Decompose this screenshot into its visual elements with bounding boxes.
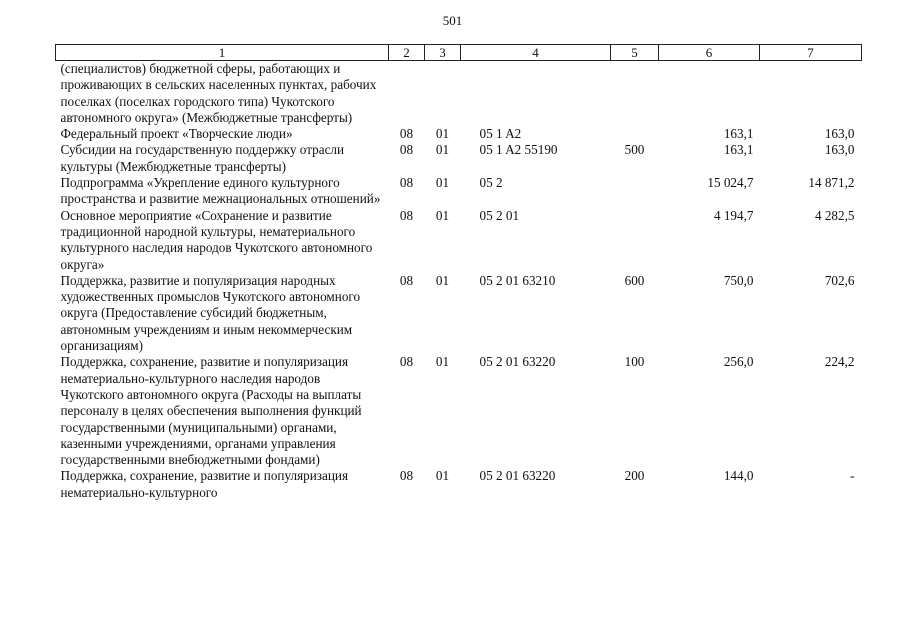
row-subsection — [425, 61, 461, 127]
row-amount-col7: - — [850, 468, 855, 484]
row-amount-col7 — [760, 61, 862, 127]
row-section — [389, 61, 425, 127]
row-section: 08 — [399, 126, 414, 142]
row-target-code: 05 2 01 63220 — [479, 354, 556, 370]
row-amount-col6: 4 194,7 — [713, 207, 754, 223]
row-section: 08 — [399, 272, 414, 288]
row-name: Субсидии на государственную поддержку отрасли культуры (Межбюджетные трансферты) — [60, 142, 345, 174]
row-target-code: 05 1 A2 — [479, 126, 522, 142]
row-name: Основное мероприятие «Сохранение и развитие традиционной народной культуры, нематериального культурного наследия народов Чукотского автономного округа» — [60, 207, 373, 272]
row-subsection: 01 — [435, 175, 450, 191]
row-target-code — [461, 61, 611, 127]
row-amount-col6: 163,1 — [723, 142, 754, 158]
table-row — [56, 61, 862, 127]
row-amount-col7: 702,6 — [824, 272, 855, 288]
row-expense-type — [611, 126, 659, 142]
row-target-code: 05 2 — [479, 175, 503, 191]
table-row — [56, 126, 862, 142]
table-header — [56, 45, 862, 61]
row-amount-col7: 224,2 — [824, 354, 855, 370]
row-amount-col6: 256,0 — [723, 354, 754, 370]
column-header-4: 4 — [461, 45, 611, 61]
row-name: Поддержка, сохранение, развитие и популяризация нематериально-культурного — [60, 468, 349, 500]
row-expense-type — [611, 175, 659, 208]
row-subsection: 01 — [435, 468, 450, 484]
row-amount-col7: 4 282,5 — [814, 207, 855, 223]
row-subsection: 01 — [435, 207, 450, 223]
column-header-6: 6 — [659, 45, 760, 61]
row-subsection: 01 — [435, 272, 450, 288]
row-target-code: 05 2 01 63220 — [479, 468, 556, 484]
table-row — [56, 273, 862, 354]
table-row — [56, 468, 862, 501]
row-amount-col6: 163,1 — [723, 126, 754, 142]
row-expense-type: 200 — [624, 468, 645, 484]
column-header-7: 7 — [760, 45, 862, 61]
row-section: 08 — [399, 175, 414, 191]
row-section: 08 — [399, 468, 414, 484]
row-expense-type: 600 — [624, 272, 645, 288]
row-expense-type: 500 — [624, 142, 645, 158]
row-expense-type — [611, 61, 659, 127]
column-header-5: 5 — [611, 45, 659, 61]
row-amount-col7: 14 871,2 — [808, 175, 855, 191]
row-expense-type — [611, 208, 659, 273]
row-target-code: 05 1 A2 55190 — [479, 142, 558, 158]
row-name: Поддержка, сохранение, развитие и популяризация нематериально-культурного наследия народов Чукотского автономного округа (Расходы на выплаты персоналу в целях обеспечения выполнения функций государственными (муниципальными) органами, казенными учреждениями, органами управления государственными внебюджетными фондами) — [60, 354, 362, 468]
table-body — [56, 61, 862, 502]
row-subsection: 01 — [435, 126, 450, 142]
table-row — [56, 208, 862, 273]
row-section: 08 — [399, 142, 414, 158]
row-name: Федеральный проект «Творческие люди» — [60, 126, 293, 142]
row-target-code: 05 2 01 63210 — [479, 272, 556, 288]
row-amount-col6: 144,0 — [723, 468, 754, 484]
row-amount-col6: 15 024,7 — [707, 175, 754, 191]
row-section: 08 — [399, 354, 414, 370]
table-row — [56, 354, 862, 468]
column-header-1: 1 — [56, 45, 389, 61]
row-subsection: 01 — [435, 354, 450, 370]
row-amount-col7: 163,0 — [824, 126, 855, 142]
column-header-2: 2 — [389, 45, 425, 61]
column-header-3: 3 — [425, 45, 461, 61]
table-row — [56, 175, 862, 208]
row-name: Подпрограмма «Укрепление единого культурного пространства и развитие межнациональных отношений» — [60, 175, 381, 207]
table-row — [56, 142, 862, 175]
row-amount-col6: 750,0 — [723, 272, 754, 288]
row-section: 08 — [399, 207, 414, 223]
budget-table — [55, 44, 862, 501]
row-amount-col6 — [659, 61, 760, 127]
page-number: 501 — [442, 13, 463, 28]
row-name: Поддержка, развитие и популяризация народных художественных промыслов Чукотского автономного округа (Предоставление субсидий бюджетным, автономным учреждениям и иным некоммерческим организациям) — [60, 272, 361, 354]
row-subsection: 01 — [435, 142, 450, 158]
row-expense-type: 100 — [624, 354, 645, 370]
row-name: (специалистов) бюджетной сферы, работающих и проживающих в сельских населенных пунктах, рабочих поселках (поселках городского типа) Чукотского автономного округа» (Межбюджетные трансферты) — [60, 61, 377, 125]
row-target-code: 05 2 01 — [479, 207, 520, 223]
row-amount-col7: 163,0 — [824, 142, 855, 158]
